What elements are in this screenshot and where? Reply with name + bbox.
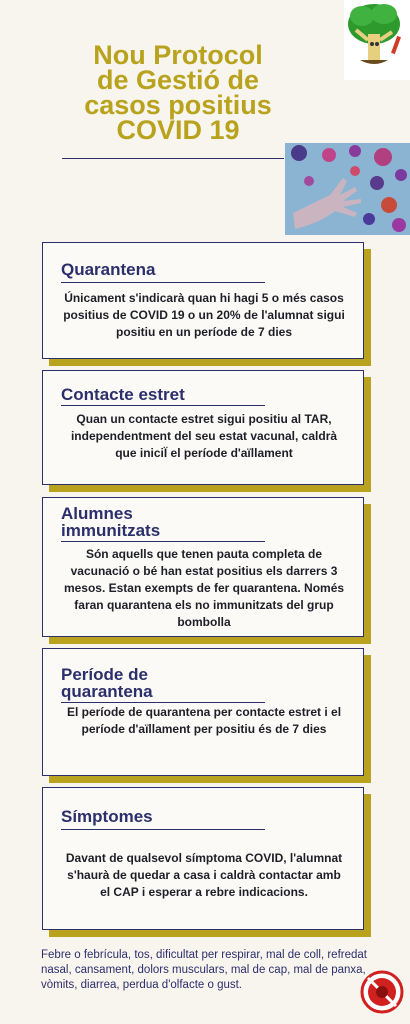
page-title (58, 40, 298, 145)
title-line: de Gestió de (96, 65, 260, 95)
symptoms-card (42, 787, 364, 930)
close-contact-card (42, 370, 364, 485)
title-line: Nou Protocol (93, 40, 263, 70)
quarantine-period-card (42, 648, 364, 776)
symptoms-list: Febre o febrícula, tos, dificultat per respirar, mal de coll, refredat nasal, cansament, dolors musculars, mal de cap, mal de panxa, vòmits, diarrea, perdua d'olfacte o gust. (41, 949, 367, 991)
card-heading: Contacte estret (61, 385, 185, 404)
card-divider (61, 541, 265, 542)
title-line: COVID 19 (116, 115, 240, 145)
card-body: El període de quarantena per contacte estret i el període d'aïllament per positiu és de 7 dies (66, 705, 342, 736)
card-body: Davant de qualsevol símptoma COVID, l'alumnat s'haurà de quedar a casa i caldrà contactar amb el CAP i esperar a rebre indicacions. (65, 851, 343, 899)
card-heading: Símptomes (61, 807, 153, 826)
tree-character-icon (344, 0, 410, 80)
virus-hand-photo (285, 143, 410, 235)
title-line: casos positius (84, 90, 272, 120)
card-body: Quan un contacte estret sigui positiu al TAR, independentment del seu estat vacunal, caldrà que iniciÏ el període d'aïllament (70, 412, 338, 460)
card-divider (61, 282, 265, 283)
card-heading: Període de (61, 665, 148, 684)
card-heading: immunitzats (61, 521, 161, 540)
immunized-students-card (42, 497, 364, 637)
card-divider (61, 405, 265, 406)
card-body: Són aquells que tenen pauta completa de vacunació o bé han estat positius els darrers 3 mesos. Estan exempts de fer quarantena. Només faran quarantena els no immunitzats del grup bombolla (63, 547, 345, 629)
card-divider (61, 829, 265, 830)
card-body: Únicament s'indicarà quan hi hagi 5 o més casos positius de COVID 19 o un 20% de l'alumnat sigui positiu en un període de 7 dies (63, 291, 345, 339)
title-divider (62, 158, 284, 159)
covid-stamp-icon (360, 970, 404, 1014)
card-heading: Quarantena (61, 260, 156, 279)
card-divider (61, 702, 265, 703)
quarantine-card (42, 242, 364, 359)
card-heading: quarantena (61, 682, 153, 701)
card-heading: Alumnes (61, 504, 133, 523)
